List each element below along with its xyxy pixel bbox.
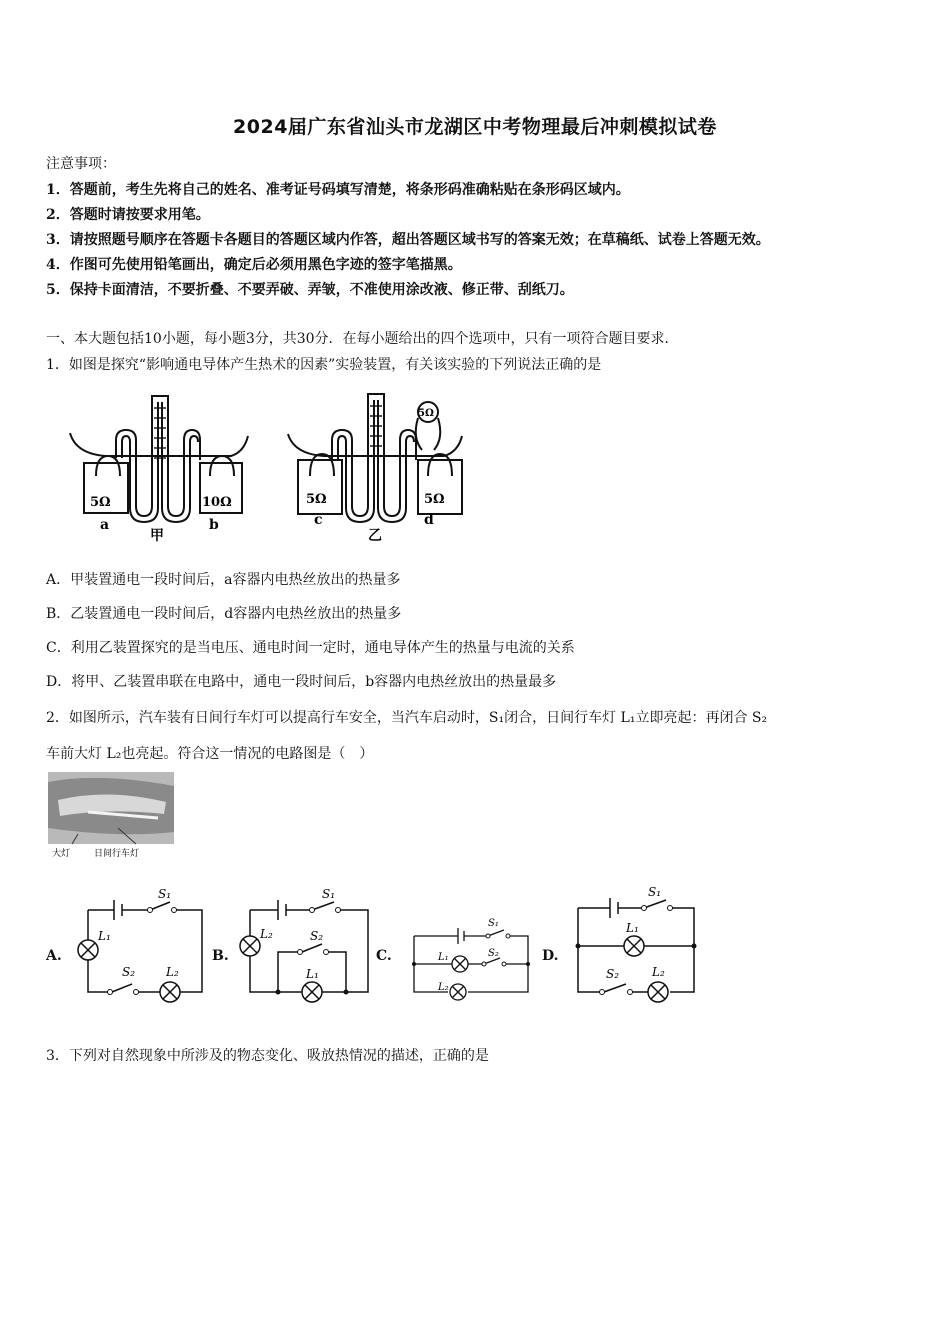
circuit-b [236,884,374,1010]
notice-item: 1．答题前，考生先将自己的姓名、准考证号码填写清楚，将条形码准确粘贴在条形码区域内。 [46,182,630,198]
notice-item: 4．作图可先使用铅笔画出，确定后必须用黑色字迹的签字笔描黑。 [46,257,462,273]
section-heading: 一、本大题包括10小题，每小题3分，共30分．在每小题给出的四个选项中，只有一项符合题目要求． [46,331,679,347]
q1-option-d: D．将甲、乙装置串联在电路中，通电一段时间后，b容器内电热丝放出的热量最多 [46,674,557,690]
notice-item: 2．答题时请按要求用笔。 [46,207,210,223]
resistor-outside-label: 5Ω [418,408,434,419]
q2-stem-line1: 2．如图所示，汽车装有日间行车灯可以提高行车安全，当汽车启动时，S₁闭合，日间行车灯 L₁立即亮起：再闭合 S₂ [46,710,768,726]
q2-option-d-label: D. [542,948,559,964]
q1-stem: 1．如图是探究“影响通电导体产生热术的因素”实验装置，有关该实验的下列说法正确的是 [46,357,602,373]
q2-option-b-label: B. [212,948,229,964]
q1-figure [66,388,476,546]
lamp-l2-label: L₂ [166,965,179,979]
container-d-label: d [424,512,434,528]
lamp-l1-label: L₁ [626,921,639,935]
q2-option-c-label: C. [376,948,392,964]
notice-item: 5．保持卡面清洁，不要折叠、不要弄破、弄皱，不准使用涂改液、修正带、刮纸刀。 [46,282,574,298]
q3-stem: 3．下列对自然现象中所涉及的物态变化、吸放热情况的描述，正确的是 [46,1048,489,1064]
resistor-d-label: 5Ω [424,492,445,507]
container-a-label: a [100,517,110,533]
lamp-l1-label: L₁ [306,967,319,981]
circuit-a [70,884,206,1010]
lamp-l1-label: L₁ [98,929,111,943]
switch-s1-label: S₁ [322,887,336,901]
container-c-label: c [314,512,323,528]
notice-heading: 注意事项： [46,156,116,172]
switch-s1-label: S₁ [648,885,662,899]
page-title: 2024届广东省汕头市龙湖区中考物理最后冲刺模拟试卷 [233,116,717,138]
switch-s2-label: S₂ [310,929,324,943]
photo-caption-daylight: 日间行车灯 [94,849,140,859]
lamp-l2-label: L₂ [652,965,665,979]
resistor-c-label: 5Ω [306,492,327,507]
car-photo [48,772,174,862]
photo-caption-headlight: 大灯 [52,849,71,859]
circuit-c [408,912,538,1004]
switch-s1-label: S₁ [158,887,172,901]
lamp-l1-label: L₁ [438,952,449,963]
notice-item: 3．请按照题号顺序在答题卡各题目的答题区域内作答，超出答题区域书写的答案无效；在草稿纸、试卷上答题无效。 [46,232,770,248]
resistor-b-label: 10Ω [202,495,232,510]
switch-s1-label: S₁ [488,918,499,929]
q1-option-a: A．甲装置通电一段时间后，a容器内电热丝放出的热量多 [46,572,401,588]
switch-s2-label: S₂ [606,967,620,981]
q1-option-b: B．乙装置通电一段时间后，d容器内电热丝放出的热量多 [46,606,402,622]
q2-stem-line2: 车前大灯 L₂也亮起。符合这一情况的电路图是（ ） [46,746,374,762]
resistor-a-label: 5Ω [90,495,111,510]
q2-option-a-label: A. [46,948,62,964]
lamp-l2-label: L₂ [438,982,449,993]
switch-s2-label: S₂ [122,965,136,979]
lamp-l2-label: L₂ [260,927,273,941]
apparatus-yi-label: 乙 [368,528,382,544]
container-b-label: b [209,517,219,533]
switch-s2-label: S₂ [488,948,499,959]
q1-option-c: C．利用乙装置探究的是当电压、通电时间一定时，通电导体产生的热量与电流的关系 [46,640,575,656]
circuit-d [570,880,702,1010]
apparatus-jia-label: 甲 [150,528,164,544]
